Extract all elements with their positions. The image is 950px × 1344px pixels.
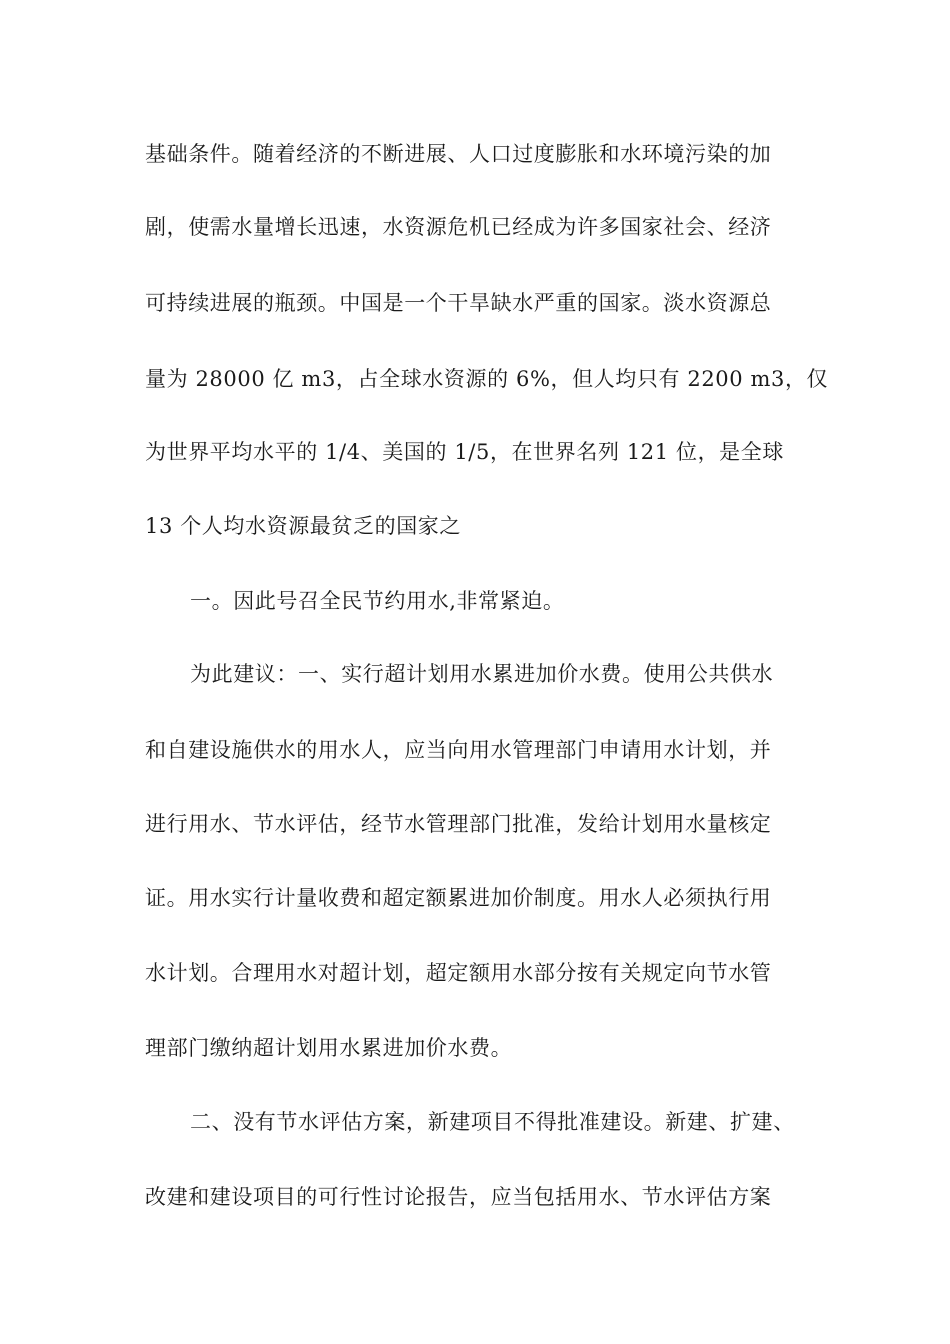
text-line: 一。因此号召全民节约用水,非常紧迫。 bbox=[190, 589, 565, 613]
text-line: 理部门缴纳超计划用水累进加价水费。 bbox=[145, 1036, 513, 1060]
text-line: 和自建设施供水的用水人，应当向用水管理部门申请用水计划，并 bbox=[145, 738, 772, 762]
text-line: 可持续进展的瓶颈。中国是一个干旱缺水严重的国家。淡水资源总 bbox=[145, 291, 772, 315]
text-line: 剧，使需水量增长迅速，水资源危机已经成为许多国家社会、经济 bbox=[145, 215, 772, 239]
text-line: 水计划。合理用水对超计划，超定额用水部分按有关规定向节水管 bbox=[145, 961, 772, 985]
text-line: 13 个人均水资源最贫乏的国家之 bbox=[145, 514, 461, 538]
text-line: 证。用水实行计量收费和超定额累进加价制度。用水人必须执行用 bbox=[145, 886, 772, 910]
text-line: 改建和建设项目的可行性讨论报告，应当包括用水、节水评估方案 bbox=[145, 1185, 772, 1209]
text-line: 量为 28000 亿 m3，占全球水资源的 6%，但人均只有 2200 m3，仅 bbox=[145, 367, 829, 391]
text-line: 为此建议：一、实行超计划用水累进加价水费。使用公共供水 bbox=[190, 662, 774, 686]
text-line: 二、没有节水评估方案，新建项目不得批准建设。新建、扩建、 bbox=[190, 1110, 795, 1134]
text-line: 进行用水、节水评估，经节水管理部门批准，发给计划用水量核定 bbox=[145, 812, 772, 836]
text-line: 为世界平均水平的 1/4、美国的 1/5，在世界名列 121 位，是全球 bbox=[145, 440, 784, 464]
text-line: 基础条件。随着经济的不断进展、人口过度膨胀和水环境污染的加 bbox=[145, 142, 772, 166]
